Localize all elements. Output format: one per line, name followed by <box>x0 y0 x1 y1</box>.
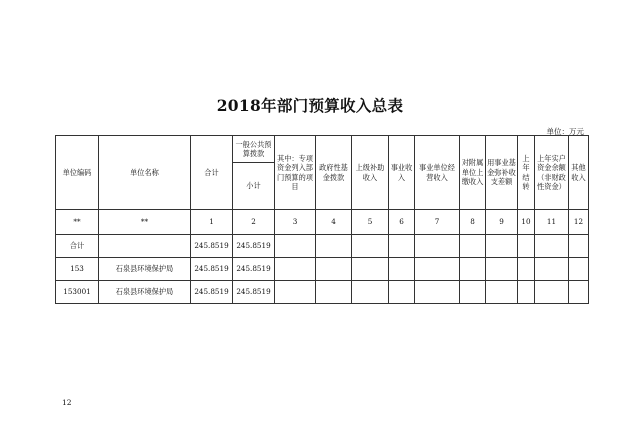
empty-cell <box>460 235 486 258</box>
row-code: 合计 <box>56 235 99 258</box>
row-total: 245.8519 <box>191 258 233 281</box>
empty-cell <box>486 281 518 304</box>
header-unit-code: 单位编码 <box>56 136 99 210</box>
empty-cell <box>275 258 316 281</box>
empty-cell <box>460 258 486 281</box>
index-cell: 11 <box>535 210 569 235</box>
index-cell: 1 <box>191 210 233 235</box>
empty-cell <box>316 281 352 304</box>
row-name: 石泉县环境保护局 <box>99 281 191 304</box>
row-total: 245.8519 <box>191 281 233 304</box>
row-subtotal: 245.8519 <box>233 258 275 281</box>
budget-revenue-table <box>55 135 589 304</box>
header-unit-name: 单位名称 <box>99 136 191 210</box>
header-business-income: 事业收入 <box>389 136 415 210</box>
row-subtotal: 245.8519 <box>233 235 275 258</box>
row-subtotal: 245.8519 <box>233 281 275 304</box>
empty-cell <box>275 235 316 258</box>
table-row <box>56 235 589 258</box>
empty-cell <box>460 281 486 304</box>
empty-cell <box>389 258 415 281</box>
header-row-1 <box>56 136 589 163</box>
empty-cell <box>389 281 415 304</box>
index-cell: 4 <box>316 210 352 235</box>
header-special-funds: 其中：专项资金列入部门预算的项目 <box>275 136 316 210</box>
index-cell: 5 <box>352 210 389 235</box>
index-cell: 8 <box>460 210 486 235</box>
empty-cell <box>415 258 460 281</box>
empty-cell <box>316 235 352 258</box>
table-row <box>56 281 589 304</box>
index-cell: 7 <box>415 210 460 235</box>
empty-cell <box>352 258 389 281</box>
empty-cell <box>352 235 389 258</box>
header-other-income: 其他收入 <box>569 136 589 210</box>
row-name <box>99 235 191 258</box>
row-code: 153 <box>56 258 99 281</box>
index-cell: 12 <box>569 210 589 235</box>
header-total: 合计 <box>191 136 233 210</box>
index-cell: 10 <box>518 210 535 235</box>
empty-cell <box>275 281 316 304</box>
index-cell: ** <box>99 210 191 235</box>
row-code: 153001 <box>56 281 99 304</box>
header-fund-deficit: 用事业基金弥补收支差额 <box>486 136 518 210</box>
empty-cell <box>569 258 589 281</box>
empty-cell <box>535 235 569 258</box>
header-subtotal: 小计 <box>233 163 275 210</box>
empty-cell <box>389 235 415 258</box>
index-cell: 6 <box>389 210 415 235</box>
header-general-budget: 一般公共预算拨款 <box>233 136 275 163</box>
unit-label: 单位：万元 <box>546 127 584 136</box>
header-affiliated-income: 对附属单位上缴收入 <box>460 136 486 210</box>
empty-cell <box>569 281 589 304</box>
row-name: 石泉县环境保护局 <box>99 258 191 281</box>
empty-cell <box>535 281 569 304</box>
empty-cell <box>316 258 352 281</box>
index-cell: 9 <box>486 210 518 235</box>
empty-cell <box>415 281 460 304</box>
index-cell: 2 <box>233 210 275 235</box>
index-cell: 3 <box>275 210 316 235</box>
page-title: 2018年部门预算收入总表 <box>216 96 404 115</box>
empty-cell <box>518 235 535 258</box>
header-operating-income: 事业单位经营收入 <box>415 136 460 210</box>
index-cell: ** <box>56 210 99 235</box>
header-gov-fund: 政府性基金拨款 <box>316 136 352 210</box>
header-carryover: 上年结转 <box>518 136 535 210</box>
empty-cell <box>535 258 569 281</box>
empty-cell <box>518 258 535 281</box>
index-row <box>56 210 589 235</box>
table-row <box>56 258 589 281</box>
empty-cell <box>486 258 518 281</box>
empty-cell <box>352 281 389 304</box>
page-number: 12 <box>62 398 72 407</box>
empty-cell <box>569 235 589 258</box>
header-prior-balance: 上年实户资金余额（非财政性资金） <box>535 136 569 210</box>
empty-cell <box>486 235 518 258</box>
empty-cell <box>518 281 535 304</box>
header-superior-subsidy: 上级补助收入 <box>352 136 389 210</box>
empty-cell <box>415 235 460 258</box>
row-total: 245.8519 <box>191 235 233 258</box>
